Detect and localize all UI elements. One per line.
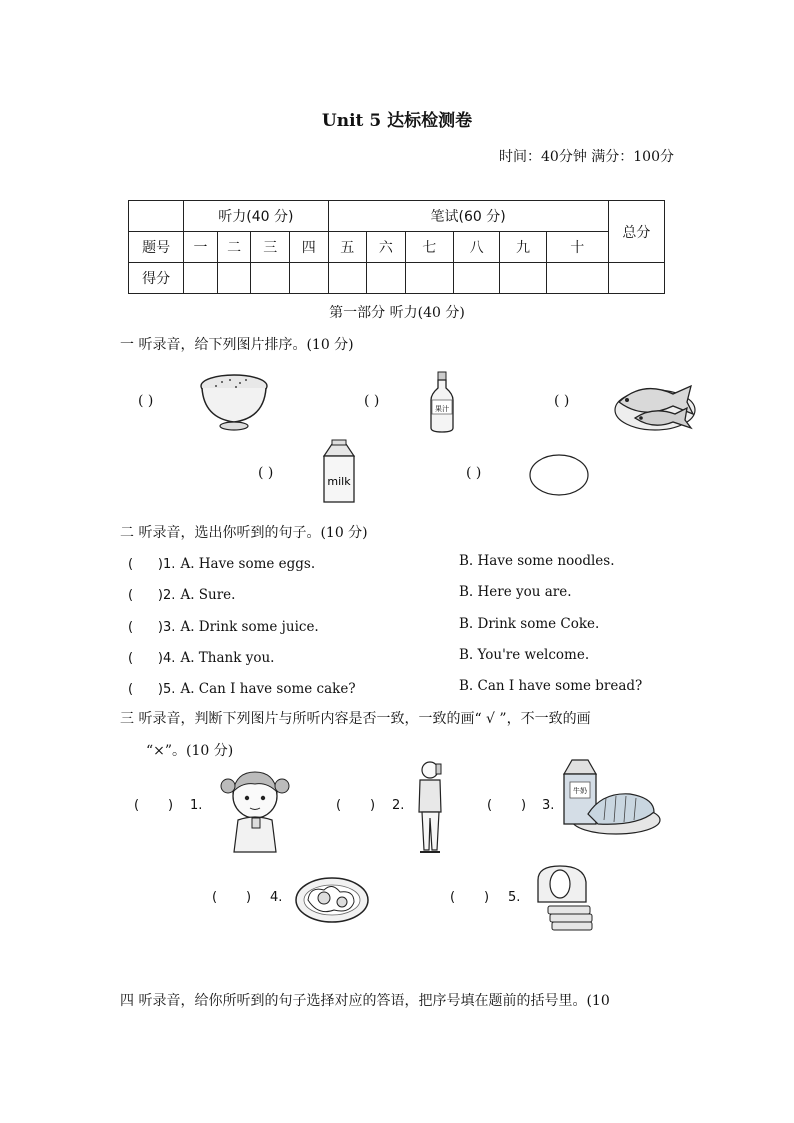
milk-carton-label: 牛奶 [573, 787, 587, 795]
list-item [128, 553, 315, 572]
option-b: B. Have some noodles. [459, 553, 615, 569]
item-number: 3. [542, 798, 555, 813]
score-cell[interactable] [251, 263, 290, 294]
option-a: A. Thank you. [180, 650, 275, 666]
question-row-label: 题号 [129, 232, 184, 263]
score-cell[interactable] [608, 263, 664, 294]
question-number: 八 [453, 232, 499, 263]
option-b: B. Here you are. [459, 584, 572, 600]
answer-blank[interactable]: ( ) [364, 393, 380, 409]
milk-carton-icon [318, 440, 360, 504]
option-a: A. Have some eggs. [180, 556, 316, 572]
question-number: 二 [217, 232, 251, 263]
section4-heading: 四 听录音，给你所听到的句子选择对应的答语，把序号填在题前的括号里。(10 [120, 993, 610, 1009]
answer-blank[interactable]: ( ) [134, 798, 174, 813]
answer-blank[interactable]: ( ) [212, 890, 252, 905]
option-b: B. Can I have some bread? [459, 678, 643, 694]
item-number: 2. [392, 798, 405, 813]
answer-blank[interactable]: ( [128, 620, 158, 635]
boy-drinking-icon [414, 760, 450, 856]
item-number: 1. [190, 798, 203, 813]
answer-blank[interactable]: ( [128, 588, 158, 603]
item-number: )1. [157, 557, 176, 572]
writing-header: 笔试(60 分) [328, 201, 608, 232]
list-item [128, 584, 235, 603]
answer-blank[interactable]: ( [128, 651, 158, 666]
section1-heading: 一 听录音，给下列图片排序。(10 分) [120, 337, 354, 353]
list-item [128, 647, 274, 666]
eggs-plate-icon [294, 876, 370, 924]
page-title: Unit 5 达标检测卷 [321, 111, 473, 131]
option-a: A. Drink some juice. [180, 619, 319, 635]
total-header: 总分 [608, 201, 664, 263]
score-cell[interactable] [184, 263, 218, 294]
score-cell[interactable] [546, 263, 608, 294]
listening-header: 听力(40 分) [184, 201, 328, 232]
answer-blank[interactable]: ( ) [487, 798, 527, 813]
score-cell[interactable] [500, 263, 546, 294]
milk-label: milk [327, 475, 351, 488]
answer-blank[interactable]: ( ) [336, 798, 376, 813]
item-number: 4. [270, 890, 283, 905]
section3-heading-line1: 三 听录音，判断下列图片与所听内容是否一致，一致的画“ √ ”，不一致的画 [120, 711, 591, 727]
option-a: A. Can I have some cake? [180, 681, 356, 697]
question-number: 十 [546, 232, 608, 263]
score-cell[interactable] [289, 263, 328, 294]
juice-bottle-icon [428, 370, 456, 434]
section2-heading: 二 听录音，选出你听到的句子。(10 分) [120, 525, 368, 541]
juice-label: 果汁 [435, 405, 449, 413]
time-score-info: 时间：40分钟 满分：100分 [499, 149, 674, 165]
part-heading: 第一部分 听力(40 分) [329, 305, 465, 321]
score-cell[interactable] [328, 263, 367, 294]
list-item [128, 616, 319, 635]
answer-blank[interactable]: ( [128, 682, 158, 697]
item-number: )4. [157, 651, 176, 666]
option-b: B. You're welcome. [459, 647, 590, 663]
oval-shape [528, 452, 590, 498]
question-number: 七 [405, 232, 453, 263]
score-cell[interactable] [367, 263, 406, 294]
item-number: )3. [157, 620, 176, 635]
answer-blank[interactable]: ( ) [450, 890, 490, 905]
score-cell[interactable] [405, 263, 453, 294]
score-cell[interactable] [453, 263, 499, 294]
question-number: 九 [500, 232, 546, 263]
question-number: 五 [328, 232, 367, 263]
score-row-label: 得分 [129, 263, 184, 294]
item-number: )5. [157, 682, 176, 697]
fish-icon [613, 372, 701, 434]
answer-blank[interactable]: ( ) [554, 393, 570, 409]
score-cell[interactable] [217, 263, 251, 294]
score-table [128, 200, 665, 294]
item-number: 5. [508, 890, 521, 905]
option-a: A. Sure. [180, 587, 236, 603]
rice-bowl-icon [198, 372, 270, 432]
item-number: )2. [157, 588, 176, 603]
bread-loaf-icon [530, 862, 596, 936]
girl-eating-icon [212, 762, 298, 854]
list-item [128, 678, 356, 697]
option-b: B. Drink some Coke. [459, 616, 600, 632]
answer-blank[interactable]: ( ) [258, 465, 274, 481]
answer-blank[interactable]: ( ) [466, 465, 482, 481]
answer-blank[interactable]: ( [128, 557, 158, 572]
question-number: 四 [289, 232, 328, 263]
milk-and-bread-icon [558, 756, 662, 838]
answer-blank[interactable]: ( ) [138, 393, 154, 409]
question-number: 六 [367, 232, 406, 263]
corner-cell [129, 201, 184, 232]
section3-heading-line2: “×”。(10 分) [146, 743, 234, 759]
question-number: 三 [251, 232, 290, 263]
question-number: 一 [184, 232, 218, 263]
